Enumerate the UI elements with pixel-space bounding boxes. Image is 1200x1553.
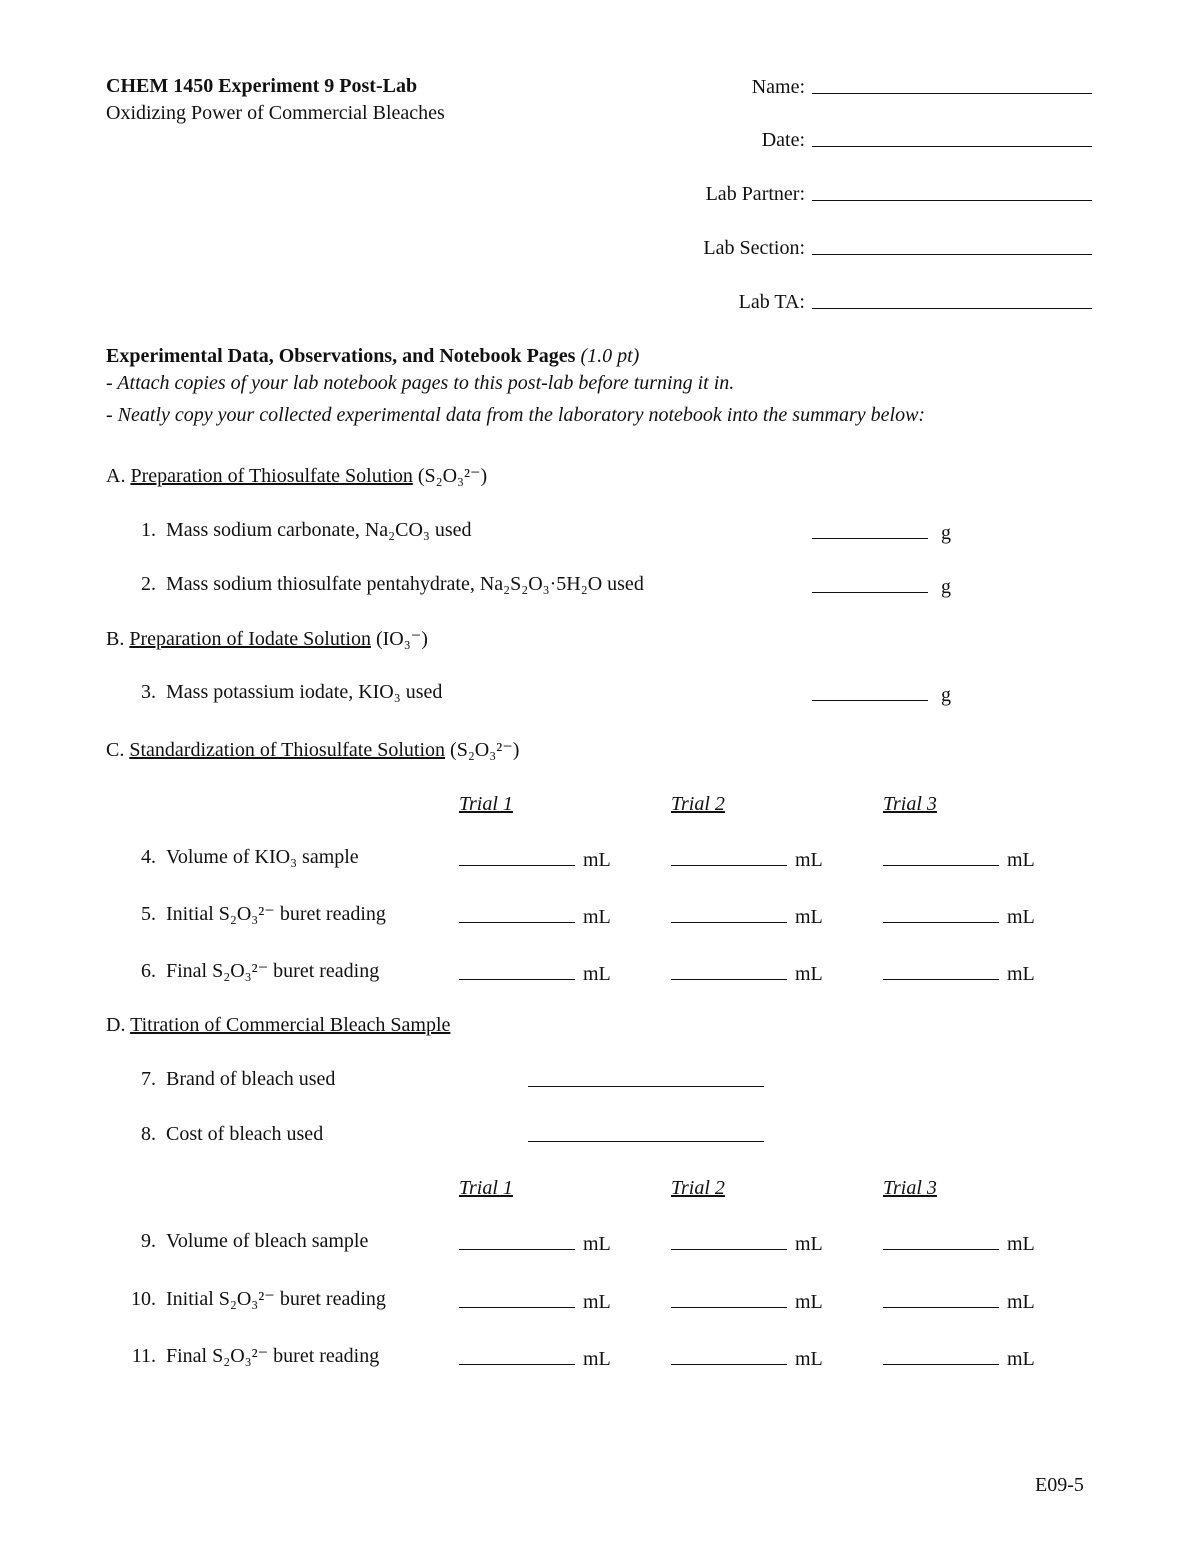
- row-5: [122, 902, 386, 926]
- item-2-answer: [812, 574, 951, 599]
- section-c-trial-3-header: Trial 3: [883, 793, 937, 815]
- course-title: CHEM 1450 Experiment 9 Post-Lab: [106, 75, 418, 97]
- item-3-answer: [812, 682, 951, 707]
- section-c-letter: C.: [106, 739, 125, 761]
- item-number: 2.: [141, 573, 156, 595]
- unit-label: mL: [583, 849, 611, 871]
- data-section-points: (1.0 pt): [580, 345, 640, 367]
- section-d-title: Titration of Commercial Bleach Sample: [130, 1014, 451, 1036]
- row-6-trial-2: [671, 961, 823, 986]
- section-a-title: Preparation of Thiosulfate Solution: [130, 465, 413, 487]
- row-9-trial-1: [459, 1231, 611, 1256]
- brand-field[interactable]: [528, 1086, 764, 1087]
- row-label: Initial S₂O₃²⁻ buret reading: [166, 903, 386, 925]
- row-number: 11.: [131, 1345, 156, 1367]
- section-d-trial-1-header: Trial 1: [459, 1177, 513, 1199]
- lab-section-field[interactable]: [812, 254, 1092, 255]
- item-3: [122, 680, 442, 704]
- row-label: Volume of KIO₃ sample: [166, 846, 359, 868]
- row-number: 10.: [131, 1288, 156, 1310]
- row-9-trial-3: [883, 1231, 1035, 1256]
- lab-partner-label: Lab Partner:: [705, 183, 805, 205]
- subtitle: Oxidizing Power of Commercial Bleaches: [106, 102, 445, 124]
- lab-ta-label: Lab TA:: [738, 291, 805, 313]
- row-5-trial-1-field[interactable]: [459, 904, 575, 923]
- item-8: [122, 1122, 323, 1146]
- unit-label: mL: [583, 906, 611, 928]
- row-label: Volume of bleach sample: [166, 1230, 369, 1252]
- row-11-trial-3-field[interactable]: [883, 1346, 999, 1365]
- row-10: [122, 1287, 386, 1311]
- row-label: Final S₂O₃²⁻ buret reading: [166, 960, 380, 982]
- row-6-trial-2-field[interactable]: [671, 961, 787, 980]
- item-2-unit: g: [941, 576, 951, 598]
- row-number: 9.: [141, 1230, 156, 1252]
- unit-label: mL: [1007, 1291, 1035, 1313]
- row-11-trial-3: [883, 1346, 1035, 1371]
- row-5-trial-2-field[interactable]: [671, 904, 787, 923]
- instruction-1: - Attach copies of your lab notebook pages to this post-lab before turning it in.: [106, 372, 735, 394]
- unit-label: mL: [583, 963, 611, 985]
- item-1-unit: g: [941, 522, 951, 544]
- section-a-formula: (S₂O₃²⁻): [417, 465, 488, 487]
- item-number: 8.: [141, 1123, 156, 1145]
- row-6-trial-3-field[interactable]: [883, 961, 999, 980]
- row-6-trial-1: [459, 961, 611, 986]
- row-4-trial-3-field[interactable]: [883, 847, 999, 866]
- row-11-trial-2: [671, 1346, 823, 1371]
- row-6: [122, 959, 379, 983]
- section-c-heading: [106, 738, 519, 762]
- instruction-2: - Neatly copy your collected experimental data from the laboratory notebook into the summary below:: [106, 404, 926, 426]
- unit-label: mL: [1007, 849, 1035, 871]
- row-10-trial-3: [883, 1289, 1035, 1314]
- row-11-trial-1-field[interactable]: [459, 1346, 575, 1365]
- item-1-answer: [812, 520, 951, 545]
- row-11-trial-1: [459, 1346, 611, 1371]
- item-label: Mass sodium carbonate, Na₂CO₃ used: [166, 519, 472, 541]
- row-4-trial-2-field[interactable]: [671, 847, 787, 866]
- lab-section-label: Lab Section:: [703, 237, 805, 259]
- cost-field[interactable]: [528, 1141, 764, 1142]
- item-1-field[interactable]: [812, 520, 928, 539]
- lab-partner-field[interactable]: [812, 200, 1092, 201]
- row-number: 6.: [141, 960, 156, 982]
- row-label: Initial S₂O₃²⁻ buret reading: [166, 1288, 386, 1310]
- section-d-trial-2-header: Trial 2: [671, 1177, 725, 1199]
- unit-label: mL: [1007, 1233, 1035, 1255]
- row-number: 4.: [141, 846, 156, 868]
- section-d-heading: [106, 1013, 450, 1037]
- row-9-trial-3-field[interactable]: [883, 1231, 999, 1250]
- unit-label: mL: [1007, 1348, 1035, 1370]
- row-number: 5.: [141, 903, 156, 925]
- row-5-trial-3: [883, 904, 1035, 929]
- row-4-trial-1: [459, 847, 611, 872]
- data-section-title: Experimental Data, Observations, and Notebook Pages: [106, 345, 576, 367]
- row-10-trial-3-field[interactable]: [883, 1289, 999, 1308]
- row-4-trial-3: [883, 847, 1035, 872]
- item-number: 3.: [141, 681, 156, 703]
- row-6-trial-3: [883, 961, 1035, 986]
- section-c-title: Standardization of Thiosulfate Solution: [129, 739, 446, 761]
- unit-label: mL: [583, 1233, 611, 1255]
- item-label: Mass sodium thiosulfate pentahydrate, Na₂S₂O₃·5H₂O used: [166, 573, 644, 595]
- data-section-heading: [106, 344, 639, 368]
- row-9: [122, 1229, 368, 1253]
- row-10-trial-2: [671, 1289, 823, 1314]
- item-3-field[interactable]: [812, 682, 928, 701]
- section-c-trial-2-header: Trial 2: [671, 793, 725, 815]
- row-10-trial-1-field[interactable]: [459, 1289, 575, 1308]
- item-number: 1.: [141, 519, 156, 541]
- unit-label: mL: [795, 849, 823, 871]
- row-10-trial-1: [459, 1289, 611, 1314]
- item-2-field[interactable]: [812, 574, 928, 593]
- section-b-title: Preparation of Iodate Solution: [129, 628, 371, 650]
- unit-label: mL: [1007, 906, 1035, 928]
- item-7: [122, 1067, 335, 1091]
- item-3-unit: g: [941, 684, 951, 706]
- unit-label: mL: [795, 963, 823, 985]
- unit-label: mL: [795, 906, 823, 928]
- row-6-trial-1-field[interactable]: [459, 961, 575, 980]
- unit-label: mL: [795, 1291, 823, 1313]
- row-4-trial-1-field[interactable]: [459, 847, 575, 866]
- section-b-letter: B.: [106, 628, 125, 650]
- section-d-letter: D.: [106, 1014, 126, 1036]
- row-9-trial-1-field[interactable]: [459, 1231, 575, 1250]
- row-label: Final S₂O₃²⁻ buret reading: [166, 1345, 380, 1367]
- item-label: Mass potassium iodate, KIO₃ used: [166, 681, 443, 703]
- item-number: 7.: [141, 1068, 156, 1090]
- unit-label: mL: [795, 1233, 823, 1255]
- page-id: E09-5: [1035, 1474, 1084, 1496]
- section-a-heading: [106, 464, 487, 488]
- row-5-trial-3-field[interactable]: [883, 904, 999, 923]
- date-label: Date:: [761, 129, 805, 151]
- item-1: [122, 518, 472, 542]
- item-2: [122, 572, 644, 596]
- date-field[interactable]: [812, 146, 1092, 147]
- unit-label: mL: [583, 1291, 611, 1313]
- section-b-formula: (IO₃⁻): [375, 628, 428, 650]
- section-a-letter: A.: [106, 465, 126, 487]
- unit-label: mL: [1007, 963, 1035, 985]
- row-10-trial-2-field[interactable]: [671, 1289, 787, 1308]
- row-5-trial-2: [671, 904, 823, 929]
- name-field[interactable]: [812, 93, 1092, 94]
- section-d-trial-3-header: Trial 3: [883, 1177, 937, 1199]
- lab-ta-field[interactable]: [812, 308, 1092, 309]
- section-b-heading: [106, 627, 428, 651]
- row-9-trial-2-field[interactable]: [671, 1231, 787, 1250]
- section-c-formula: (S₂O₃²⁻): [450, 739, 520, 761]
- unit-label: mL: [583, 1348, 611, 1370]
- row-11-trial-2-field[interactable]: [671, 1346, 787, 1365]
- name-label: Name:: [751, 76, 805, 98]
- section-c-trial-1-header: Trial 1: [459, 793, 513, 815]
- unit-label: mL: [795, 1348, 823, 1370]
- row-11: [122, 1344, 379, 1368]
- item-label: Brand of bleach used: [166, 1068, 336, 1090]
- row-5-trial-1: [459, 904, 611, 929]
- row-4-trial-2: [671, 847, 823, 872]
- row-4: [122, 845, 359, 869]
- item-label: Cost of bleach used: [166, 1123, 324, 1145]
- row-9-trial-2: [671, 1231, 823, 1256]
